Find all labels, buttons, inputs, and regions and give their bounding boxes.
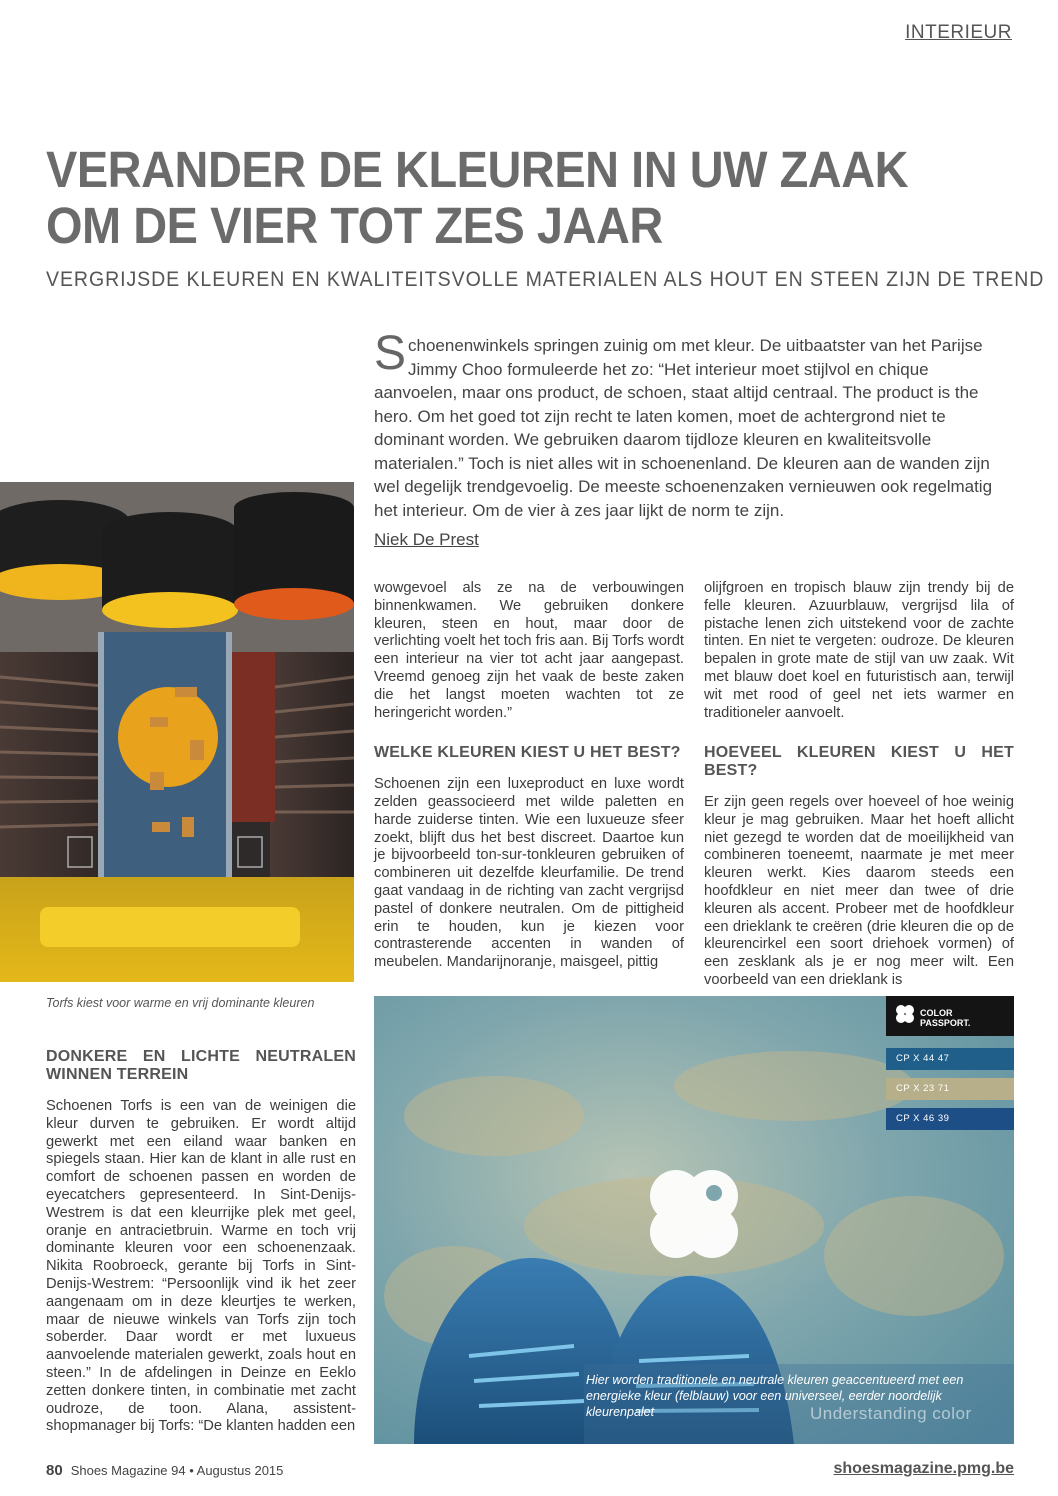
color-passport-logo — [886, 996, 1014, 1036]
color-chip-3 — [886, 1108, 1014, 1130]
color-chip-1 — [886, 1048, 1014, 1070]
middle-paragraph-2: Schoenen zijn een luxeproduct en luxe wordt zelden geassocieerd met wilde paletten en harde zuiderse tinten. Wie een luxueuze sfeer zoekt, blijft dus het best discreet. Daartoe kun je bijvoorbeeld ton-sur-tonkleuren gebruiken of combineren uit dezelfde kleurfamilie. De trend gaat vandaag in de richting van zacht vergrijsd pastel of donkere neutralen. Om de pittigheid erin te houden, kun je kiezen voor contrasterende accenten in wanden of meubelen. Mandarijnoranje, maisgeel, pittig — [374, 776, 684, 971]
heading-hoeveel-kleuren: HOEVEEL KLEUREN KIEST U HET BEST? — [704, 744, 1014, 780]
shoes-photo-caption: Hier worden traditionele en neutrale kleuren geaccentueerd met een energieke kleur (felblauw) voor een universeel, eerder noordelijk kleurenpalet — [586, 1373, 964, 1419]
heading-welke-kleuren: WELKE KLEUREN KIEST U HET BEST? — [374, 744, 681, 762]
article-column-right — [704, 580, 1014, 990]
store-interior-photo — [0, 482, 354, 982]
page-number: 80 — [46, 1462, 63, 1479]
store-interior-illustration — [0, 482, 354, 982]
article-column-middle — [374, 580, 684, 972]
color-chip-1-code: CP X 44 47 — [896, 1053, 950, 1064]
drop-cap: S — [374, 327, 407, 380]
color-chip-3-code: CP X 46 39 — [896, 1113, 950, 1124]
website-link[interactable]: shoesmagazine.pmg.be — [833, 1460, 1014, 1477]
headline-line-1: VERANDER DE KLEUREN IN UW ZAAK — [46, 141, 909, 198]
subheadline: VERGRIJSDE KLEUREN EN KWALITEITSVOLLE MATERIALEN ALS HOUT EN STEEN ZIJN DE TREND — [46, 268, 1045, 291]
left-paragraph-1: Schoenen Torfs is een van de weinigen die kleur durven te gebruiken. Er wordt altijd gewerkt met een eiland waar banken en spiegels staan. Hier kan de klant in alle rust en comfort de schoenen passen en worden de eyecatchers gepresenteerd. In Sint-Denijs-Westrem is dat een kleurrijke plek met geel, oranje en antracietbruin. Warme en toch vrij dominante kleuren voor een schoenenzaak. Nikita Roobroeck, gerante bij Torfs in Sint-Denijs-Westrem: “Persoonlijk vind ik het zeer aangenaam om in deze kleurtjes te werken, maar de nieuwe winkels van Torfs zijn toch soberder. Daar wordt er met luxueus aanvoelende materialen gewerkt, zoals hout en steen.” In de afdelingen in Deinze en Eeklo zetten donkere tinten, in combinatie met zacht oudroze, de toon. Alana, assistent-shopmanager bij Torfs: “De klanten hadden een — [46, 1098, 356, 1435]
headline-line-2: OM DE VIER TOT ZES JAAR — [46, 197, 663, 254]
color-chip-2 — [886, 1078, 1014, 1100]
middle-paragraph-1: wowgevoel als ze na de verbouwingen binnenkwamen. We gebruiken donkere kleuren, steen en hout, maar door de verlichting voelt het toch fris aan. Bij Torfs wordt een interieur na vier tot acht jaar aangepast. Vreemd genoeg zijn het vaak de beste zaken die het langst moeten wachten tot ze heringericht worden.” — [374, 580, 684, 721]
publication-info: Shoes Magazine 94 • Augustus 2015 — [70, 1463, 284, 1478]
author-byline: Niek De Prest — [374, 530, 479, 549]
headline — [46, 142, 929, 254]
section-tag: INTERIEUR — [905, 22, 1012, 43]
color-chip-2-code: CP X 23 71 — [896, 1083, 950, 1094]
page-footer-left — [46, 1462, 283, 1479]
understanding-color-watermark: Understanding color — [810, 1404, 972, 1423]
store-photo-caption: Torfs kiest voor warme en vrij dominante kleuren — [46, 996, 315, 1010]
heading-donkere-neutralen: DONKERE EN LICHTE NEUTRALEN WINNEN TERREIN — [46, 1048, 356, 1083]
right-paragraph-1: olijfgroen en tropisch blauw zijn trendy bij de felle kleuren. Azuurblauw, vergrijsd lila of pistache lenen zich uitstekend voor de zachte tinten. En niet te vergeten: oudroze. De kleuren bepalen in grote mate de stijl van uw zaak. Wit met blauw doet koel en futuristisch aan, terwijl wit met rood of geel net iets warmer en traditioneler aanvoelt. — [704, 580, 1014, 721]
color-passport-brand: COLOR PASSPORT. — [920, 1008, 971, 1028]
intro-text: choenenwinkels springen zuinig om met kleur. De uitbaatster van het Parijse Jimmy Choo formuleerde het zo: “Het interieur moet stijlvol en chique aanvoelen, maar ons product, de schoen, staat altijd centraal. The product is the hero. Om het goed tot zijn recht te laten komen, moet de achtergrond niet te dominant worden. We gebruiken daarom tijdloze kleuren en kwaliteitsvolle materialen.” Toch is niet alles wit in schoenenland. De kleuren aan de wanden zijn wel degelijk trendgevoelig. De meeste schoenenzaken vernieuwen ook regelmatig het interieur. Om de vier à zes jaar lijkt de norm te zijn. — [374, 336, 993, 520]
intro-paragraph — [374, 327, 1014, 522]
right-paragraph-2: Er zijn geen regels over hoeveel of hoe weinig kleur je mag gebruiken. Maar het hoeft allicht niet gezegd te worden dat de moeilijkheid van combineren toeneemt, naarmate je met meer kleuren werkt. Kies daarom steeds een hoofdkleur en niet meer dan twee of drie kleuren als accent. Probeer met de hoofdkleur een drieklank te creëren (drie kleuren die op de kleurencirkel een soort driehoek vormen) of een zesklank als je er nog meer wilt. Een voorbeeld van een drieklank is — [704, 793, 1014, 988]
article-column-left — [46, 1048, 356, 1436]
